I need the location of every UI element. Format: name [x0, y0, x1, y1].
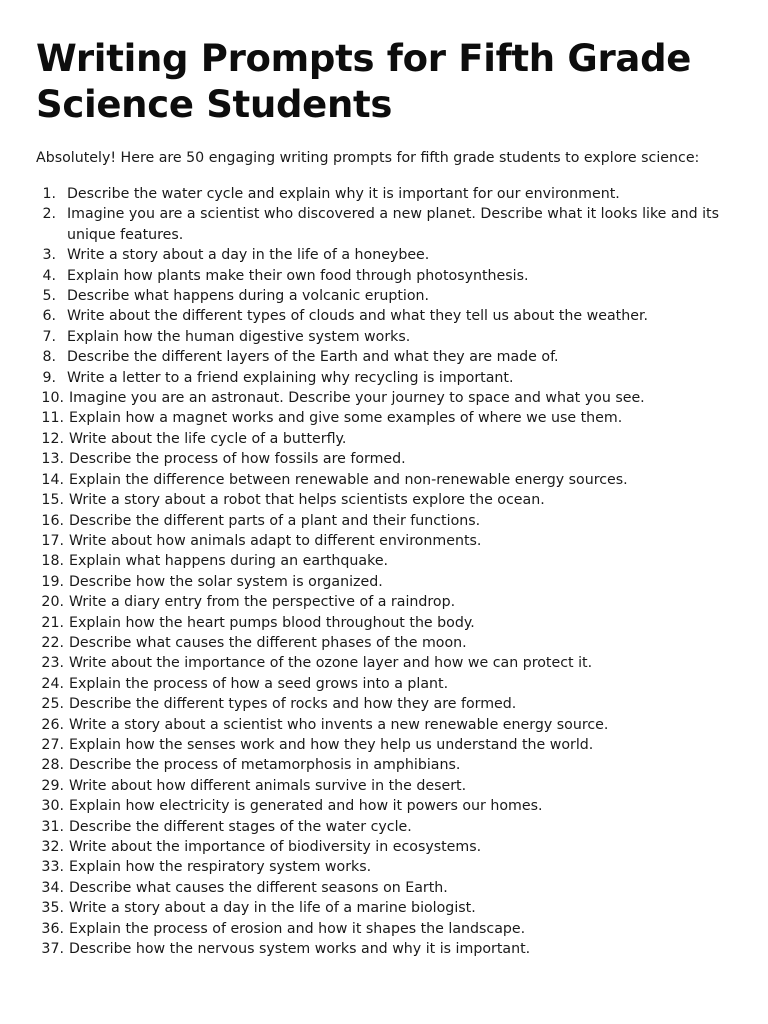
prompt-number: 27.	[41, 736, 64, 753]
prompt-item	[36, 613, 736, 633]
prompt-item	[36, 817, 736, 837]
intro-paragraph: Absolutely! Here are 50 engaging writing prompts for fifth grade students to explore science:	[36, 150, 700, 166]
prompt-number: 5.	[42, 288, 56, 305]
prompt-item	[36, 939, 736, 959]
prompt-text: Write about how animals adapt to different environments.	[69, 532, 482, 549]
prompt-number: 14.	[41, 471, 64, 488]
prompt-item	[36, 796, 736, 816]
prompt-item	[36, 184, 736, 204]
prompt-list	[36, 184, 736, 959]
prompt-text: Explain what happens during an earthquake.	[69, 553, 389, 570]
prompt-text: Explain how the human digestive system works.	[67, 328, 411, 345]
prompt-text: Describe the different parts of a plant and their functions.	[69, 512, 481, 529]
prompt-text: Write a story about a scientist who invents a new renewable energy source.	[69, 716, 609, 733]
prompt-text: Write a story about a day in the life of a honeybee.	[67, 247, 430, 264]
prompt-item	[36, 408, 736, 428]
prompt-number: 28.	[41, 757, 64, 774]
prompt-item	[36, 286, 736, 306]
prompt-item	[36, 449, 736, 469]
prompt-item	[36, 531, 736, 551]
prompt-item	[36, 715, 736, 735]
prompt-item	[36, 490, 736, 510]
prompt-number: 15.	[41, 492, 64, 509]
prompt-text: Imagine you are an astronaut. Describe your journey to space and what you see.	[69, 390, 645, 407]
prompt-text: Write a letter to a friend explaining why recycling is important.	[67, 369, 514, 386]
prompt-number: 6.	[42, 308, 56, 325]
prompt-number: 19.	[41, 573, 64, 590]
prompt-number: 32.	[41, 839, 64, 855]
prompt-number: 21.	[41, 614, 64, 631]
prompt-item	[36, 245, 736, 265]
prompt-text: Describe the different layers of the Earth and what they are made of.	[67, 349, 559, 366]
prompt-text: Describe the water cycle and explain why it is important for our environment.	[67, 186, 620, 202]
prompt-text: Explain the process of erosion and how it shapes the landscape.	[69, 920, 526, 937]
prompt-item	[36, 368, 736, 388]
prompt-item	[36, 204, 736, 245]
prompt-number: 29.	[41, 777, 64, 794]
prompt-text: Write about the importance of the ozone layer and how we can protect it.	[69, 655, 593, 672]
prompt-number: 33.	[41, 859, 64, 876]
prompt-text: Explain how a magnet works and give some examples of where we use them.	[69, 410, 623, 427]
page-title: Writing Prompts for Fifth Grade Science Students	[36, 37, 692, 126]
prompt-item	[36, 551, 736, 571]
prompt-text: Write about the life cycle of a butterfly.	[69, 430, 347, 447]
prompt-item	[36, 919, 736, 939]
prompt-number: 20.	[41, 594, 64, 611]
prompt-item	[36, 776, 736, 796]
prompt-text: Describe what causes the different phases of the moon.	[69, 634, 467, 651]
prompt-text: Describe the different types of rocks and how they are formed.	[69, 696, 517, 713]
prompt-number: 36.	[41, 920, 64, 937]
prompt-item	[36, 633, 736, 653]
prompt-text: Explain how the heart pumps blood throughout the body.	[69, 614, 475, 631]
prompt-number: 25.	[41, 696, 64, 713]
prompt-item	[36, 837, 736, 857]
prompt-item	[36, 755, 736, 775]
prompt-item	[36, 511, 736, 531]
prompt-item	[36, 470, 736, 490]
prompt-item	[36, 592, 736, 612]
prompt-number: 8.	[42, 349, 56, 366]
prompt-item	[36, 674, 736, 694]
prompt-number: 7.	[42, 328, 56, 345]
prompt-number: 22.	[41, 634, 64, 651]
prompt-item	[36, 878, 736, 898]
prompt-text: Describe what happens during a volcanic eruption.	[67, 288, 430, 305]
prompt-number: 3.	[42, 247, 56, 264]
prompt-number: 17.	[41, 532, 64, 549]
prompt-text: Imagine you are a scientist who discovered a new planet. Describe what it looks like and its unique features.	[67, 206, 720, 243]
prompt-text: Explain how electricity is generated and how it powers our homes.	[69, 798, 543, 815]
prompt-item	[36, 388, 736, 408]
prompt-number: 4.	[42, 267, 56, 284]
prompt-number: 1.	[42, 186, 56, 202]
prompt-text: Explain how the respiratory system works.	[69, 859, 372, 876]
prompt-number: 12.	[41, 430, 64, 447]
prompt-text: Describe how the solar system is organized.	[69, 573, 383, 590]
prompt-text: Write about how different animals survive in the desert.	[69, 777, 467, 794]
prompt-text: Describe what causes the different seasons on Earth.	[69, 879, 448, 896]
prompt-text: Describe the different stages of the water cycle.	[69, 818, 412, 835]
prompt-item	[36, 694, 736, 714]
prompt-number: 31.	[41, 818, 64, 835]
prompt-number: 13.	[41, 451, 64, 468]
prompt-item	[36, 735, 736, 755]
prompt-text: Explain the process of how a seed grows into a plant.	[69, 675, 449, 692]
prompt-number: 9.	[42, 369, 56, 386]
prompt-item	[36, 347, 736, 367]
prompt-number: 18.	[41, 553, 64, 570]
prompt-text: Describe how the nervous system works and why it is important.	[69, 941, 531, 958]
prompt-number: 26.	[41, 716, 64, 733]
prompt-item	[36, 572, 736, 592]
prompt-item	[36, 306, 736, 326]
prompt-number: 34.	[41, 879, 64, 896]
prompt-number: 30.	[41, 798, 64, 815]
prompt-item	[36, 429, 736, 449]
prompt-text: Write about the different types of clouds and what they tell us about the weather.	[67, 308, 648, 325]
prompt-item	[36, 266, 736, 286]
prompt-number: 2.	[42, 206, 56, 223]
prompt-text: Write about the importance of biodiversity in ecosystems.	[69, 839, 482, 855]
prompt-text: Describe the process of how fossils are formed.	[69, 451, 406, 468]
prompt-number: 16.	[41, 512, 64, 529]
prompt-number: 37.	[41, 941, 64, 958]
prompt-number: 35.	[41, 900, 64, 917]
document-page	[36, 36, 736, 959]
prompt-number: 10.	[41, 390, 64, 407]
prompt-item	[36, 327, 736, 347]
prompt-text: Explain the difference between renewable and non-renewable energy sources.	[69, 471, 628, 488]
prompt-text: Write a story about a day in the life of a marine biologist.	[69, 900, 476, 917]
prompt-item	[36, 857, 736, 877]
prompt-number: 24.	[41, 675, 64, 692]
prompt-text: Describe the process of metamorphosis in amphibians.	[69, 757, 461, 774]
prompt-number: 11.	[41, 410, 64, 427]
prompt-text: Write a diary entry from the perspective of a raindrop.	[69, 594, 456, 611]
prompt-item	[36, 653, 736, 673]
prompt-text: Explain how the senses work and how they help us understand the world.	[69, 736, 594, 753]
prompt-item	[36, 898, 736, 918]
prompt-text: Explain how plants make their own food through photosynthesis.	[67, 267, 529, 284]
prompt-text: Write a story about a robot that helps scientists explore the ocean.	[69, 492, 545, 509]
prompt-number: 23.	[41, 655, 64, 672]
